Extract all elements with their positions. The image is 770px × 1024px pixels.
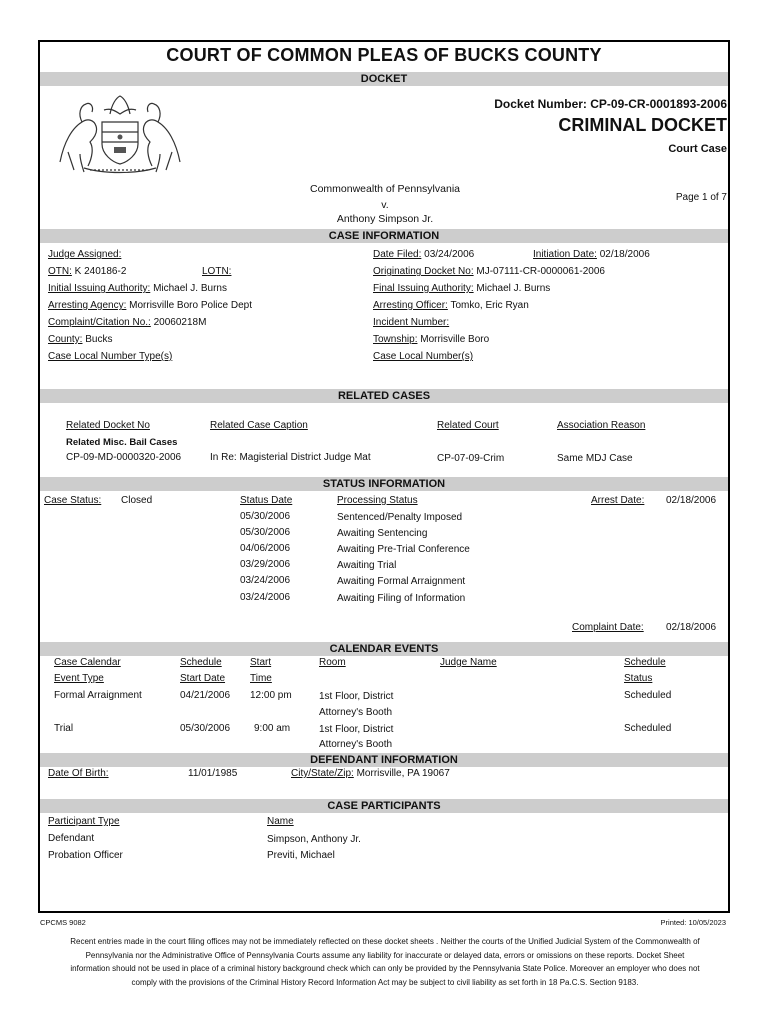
cal-event-header-1: Case Calendar	[54, 657, 121, 668]
case-participants-bar: CASE PARTICIPANTS	[40, 799, 728, 813]
defendant-information-bar: DEFENDANT INFORMATION	[40, 753, 728, 767]
case-status-value: Closed	[121, 495, 153, 506]
lotn-label: LOTN:	[202, 266, 232, 277]
cal-start-header-1: Start	[250, 657, 272, 668]
processing-status: Awaiting Filing of Information	[337, 593, 466, 604]
participant-name-header: Name	[267, 816, 294, 827]
related-docket-header: Related Docket No	[66, 420, 150, 431]
processing-status: Awaiting Formal Arraignment	[337, 576, 466, 587]
caption-line-3: Anthony Simpson Jr.	[336, 213, 434, 225]
cal-room-line-2: Attorney's Booth	[319, 707, 393, 718]
county: County: Bucks	[48, 334, 113, 345]
participant-name: Previti, Michael	[267, 850, 335, 861]
originating-docket: Originating Docket No: MJ-07111-CR-0000061-2006	[373, 266, 605, 277]
form-id: CPCMS 9082	[40, 918, 86, 927]
dob-value: 11/01/1985	[188, 768, 238, 779]
related-caption-header: Related Case Caption	[210, 420, 308, 431]
court-case-label: Court Case	[668, 143, 727, 155]
status-date: 05/30/2006	[240, 527, 291, 538]
cal-start-date: 05/30/2006	[180, 723, 231, 734]
status-date: 05/30/2006	[240, 511, 291, 522]
processing-status: Awaiting Trial	[337, 560, 397, 571]
cal-start-time: 9:00 am	[254, 723, 291, 734]
township: Township: Morrisville Boro	[373, 334, 490, 345]
page-info: Page 1 of 7	[675, 192, 727, 203]
related-docket-no: CP-09-MD-0000320-2006	[66, 452, 182, 463]
cal-start-date: 04/21/2006	[180, 690, 231, 701]
incident-number-label: Incident Number:	[373, 317, 450, 328]
cal-status-header-1: Schedule	[624, 657, 666, 668]
caption-line-2: v.	[381, 199, 389, 211]
participant-type: Defendant	[48, 833, 95, 844]
participant-name: Simpson, Anthony Jr.	[267, 834, 361, 845]
cal-sched-header-1: Schedule	[180, 657, 222, 668]
docket-number: Docket Number: CP-09-CR-0001893-2006	[494, 97, 727, 111]
participant-type: Probation Officer	[48, 850, 123, 861]
cal-start-time: 12:00 pm	[250, 690, 292, 701]
calendar-events-bar: CALENDAR EVENTS	[40, 642, 728, 656]
city-state-zip: City/State/Zip: Morrisville, PA 19067	[291, 768, 450, 779]
related-group-label: Related Misc. Bail Cases	[66, 437, 178, 448]
cal-sched-header-2: Start Date	[180, 673, 226, 684]
association-reason-header: Association Reason	[557, 420, 646, 431]
cal-room-line-1: 1st Floor, District	[319, 691, 394, 702]
complaint-date-label: Complaint Date:	[572, 622, 644, 633]
case-local-number-label: Case Local Number(s)	[373, 351, 474, 362]
arresting-agency: Arresting Agency: Morrisville Boro Police Dept	[48, 300, 252, 311]
related-court: CP-07-09-Crim	[437, 453, 505, 464]
related-cases-bar: RELATED CASES	[40, 389, 728, 403]
arrest-date-label: Arrest Date:	[591, 495, 645, 506]
caption-line-1: Commonwealth of Pennsylvania	[310, 183, 460, 195]
cal-judge-header: Judge Name	[440, 657, 497, 668]
pennsylvania-seal-icon	[54, 92, 186, 174]
cal-room-line-2: Attorney's Booth	[319, 739, 393, 750]
case-local-number-type-label: Case Local Number Type(s)	[48, 351, 173, 362]
processing-status: Awaiting Sentencing	[337, 528, 428, 539]
cal-status-header-2: Status	[624, 673, 653, 684]
case-information-bar: CASE INFORMATION	[40, 229, 728, 243]
final-issuing-authority: Final Issuing Authority: Michael J. Burns	[373, 283, 551, 294]
processing-status: Sentenced/Penalty Imposed	[337, 512, 463, 523]
status-date: 03/24/2006	[240, 592, 291, 603]
initiation-date: Initiation Date: 02/18/2006	[533, 249, 650, 260]
cal-start-header-2: Time	[250, 673, 272, 684]
status-date: 04/06/2006	[240, 543, 291, 554]
related-court-header: Related Court	[437, 420, 499, 431]
cal-schedule-status: Scheduled	[624, 723, 672, 734]
status-date-header: Status Date	[240, 495, 293, 506]
arresting-officer: Arresting Officer: Tomko, Eric Ryan	[373, 300, 529, 311]
cal-event-type: Trial	[54, 723, 74, 734]
arrest-date: 02/18/2006	[666, 495, 717, 506]
status-information-bar: STATUS INFORMATION	[40, 477, 728, 491]
cal-room-header: Room	[319, 657, 346, 668]
docket-bar: DOCKET	[40, 72, 728, 86]
cal-event-type: Formal Arraignment	[54, 690, 142, 701]
otn: OTN: K 240186-2	[48, 266, 127, 277]
processing-status-header: Processing Status	[337, 495, 418, 506]
court-title: COURT OF COMMON PLEAS OF BUCKS COUNTY	[166, 45, 602, 65]
initial-issuing-authority: Initial Issuing Authority: Michael J. Burns	[48, 283, 227, 294]
judge-assigned-label: Judge Assigned:	[48, 249, 122, 260]
complaint-citation: Complaint/Citation No.: 20060218M	[48, 317, 207, 328]
status-date: 03/24/2006	[240, 575, 291, 586]
date-filed: Date Filed: 03/24/2006	[373, 249, 475, 260]
cal-room-line-1: 1st Floor, District	[319, 724, 394, 735]
complaint-date: 02/18/2006	[666, 622, 717, 633]
printed-date: Printed: 10/05/2023	[660, 918, 726, 927]
dob-label: Date Of Birth:	[48, 768, 109, 779]
cal-schedule-status: Scheduled	[624, 690, 672, 701]
disclaimer: Recent entries made in the court filing offices may not be immediately reflected on these docket sheets . Neither the courts of the Unified Judicial System of the Commonwealth of Pennsylvania nor the Administrative Office of Pennsylvania Courts assume any liability for inaccurate or delayed data, errors or omissions on these reports. Docket Sheet information should not be used in place of a criminal history background check which can only be provided by the Pennsylvania State Police. Moreover an employer who does not comply with the provisions of the Criminal History Record Information Act may be subject to civil liability as set forth in 18 Pa.C.S. Section 9183.	[70, 937, 700, 987]
cal-event-header-2: Event Type	[54, 673, 104, 684]
case-status: Case Status:	[44, 495, 102, 506]
status-date: 03/29/2006	[240, 559, 291, 570]
participant-type-header: Participant Type	[48, 816, 120, 827]
association-reason: Same MDJ Case	[557, 453, 633, 464]
related-case-caption: In Re: Magisterial District Judge Mat	[210, 452, 371, 463]
processing-status: Awaiting Pre-Trial Conference	[337, 544, 470, 555]
docket-type: CRIMINAL DOCKET	[558, 115, 727, 135]
